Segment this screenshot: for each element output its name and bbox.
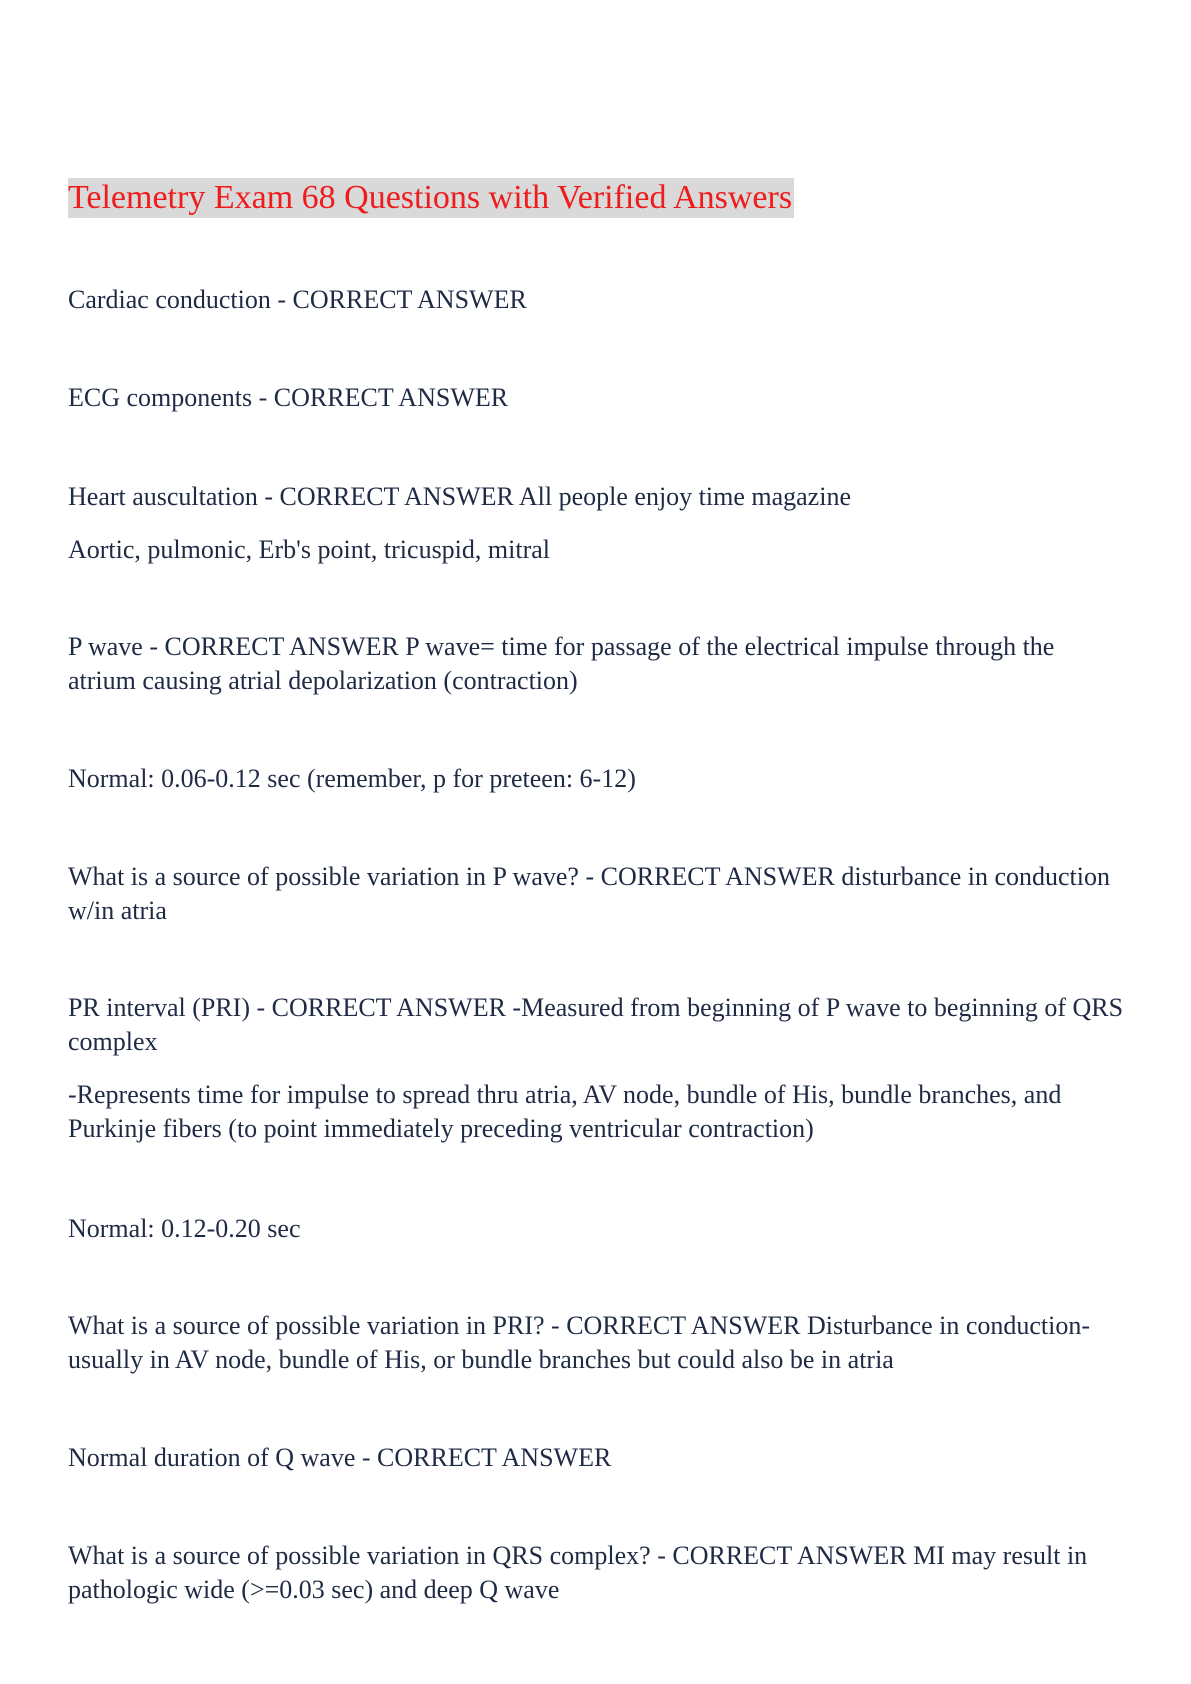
paragraph-auscultation-points: Aortic, pulmonic, Erb's point, tricuspid, mitral [68, 535, 551, 564]
paragraph-cardiac-conduction: Cardiac conduction - CORRECT ANSWER [68, 285, 527, 314]
paragraph-heart-auscultation: Heart auscultation - CORRECT ANSWER All people enjoy time magazine [68, 482, 851, 511]
paragraph-pr-interval: PR interval (PRI) - CORRECT ANSWER -Measured from beginning of P wave to beginning of QRS complex [68, 993, 1124, 1056]
paragraph-pri-variation: What is a source of possible variation in PRI? - CORRECT ANSWER Disturbance in conduction- usually in AV node, bundle of His, or bundle branches but could also be in atria [68, 1311, 1091, 1374]
paragraph-q-wave-duration: Normal duration of Q wave - CORRECT ANSWER [68, 1443, 612, 1472]
paragraph-qrs-variation: What is a source of possible variation in QRS complex? - CORRECT ANSWER MI may result in pathologic wide (>=0.03 sec) and deep Q wave [68, 1541, 1088, 1604]
paragraph-pri-normal: Normal: 0.12-0.20 sec [68, 1214, 301, 1243]
paragraph-p-wave-variation: What is a source of possible variation in P wave? - CORRECT ANSWER disturbance in conduction w/in atria [68, 862, 1110, 925]
paragraph-p-wave: P wave - CORRECT ANSWER P wave= time for passage of the electrical impulse through the atrium causing atrial depolarization (contraction) [68, 632, 1055, 695]
document-title: Telemetry Exam 68 Questions with Verified Answers [68, 179, 793, 216]
paragraph-p-wave-normal: Normal: 0.06-0.12 sec (remember, p for preteen: 6-12) [68, 764, 636, 793]
paragraph-pr-interval-represents: -Represents time for impulse to spread thru atria, AV node, bundle of His, bundle branches, and Purkinje fibers (to point immediately preceding ventricular contraction) [68, 1080, 1062, 1143]
paragraph-ecg-components: ECG components - CORRECT ANSWER [68, 383, 509, 412]
